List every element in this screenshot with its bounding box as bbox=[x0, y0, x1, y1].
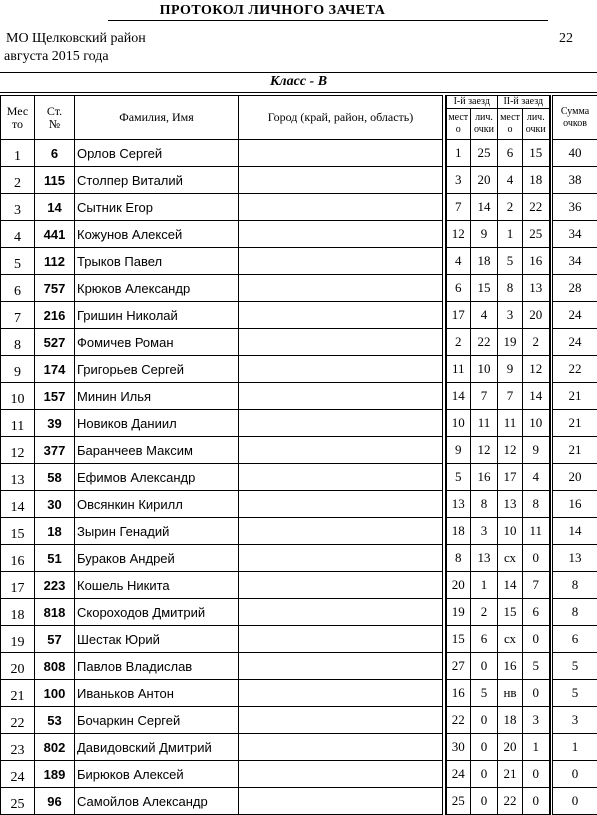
row-heat1-place-cell: 15 bbox=[446, 626, 471, 653]
row-name-cell: Давидовский Дмитрий bbox=[75, 734, 239, 761]
row-number-cell: 112 bbox=[35, 248, 75, 275]
row-place-cell: 7 bbox=[1, 302, 35, 329]
row-city-cell bbox=[239, 221, 443, 248]
heat2-place-header bbox=[498, 109, 523, 140]
row-sum-cell: 20 bbox=[553, 464, 597, 491]
table-row bbox=[1, 653, 597, 680]
row-number-cell: 115 bbox=[35, 167, 75, 194]
row-heat2-points-cell: 7 bbox=[523, 572, 550, 599]
table-row bbox=[1, 329, 597, 356]
row-place-cell: 10 bbox=[1, 383, 35, 410]
event-month-year: августа 2015 года bbox=[4, 49, 109, 65]
row-city-cell bbox=[239, 248, 443, 275]
row-heat2-points-cell: 5 bbox=[523, 653, 550, 680]
row-place-cell: 25 bbox=[1, 788, 35, 815]
row-heat1-points-cell: 7 bbox=[471, 383, 498, 410]
row-sum-cell: 28 bbox=[553, 275, 597, 302]
row-number-cell: 96 bbox=[35, 788, 75, 815]
row-heat1-points-cell: 9 bbox=[471, 221, 498, 248]
row-city-cell bbox=[239, 572, 443, 599]
row-sum-cell: 8 bbox=[553, 572, 597, 599]
row-heat2-points-cell: 0 bbox=[523, 761, 550, 788]
row-heat2-points-cell: 22 bbox=[523, 194, 550, 221]
row-heat1-points-cell: 1 bbox=[471, 572, 498, 599]
row-number-cell: 223 bbox=[35, 572, 75, 599]
row-heat2-place-cell: 18 bbox=[498, 707, 523, 734]
heat2-place-bottom: о bbox=[498, 124, 522, 136]
row-heat2-points-cell: 20 bbox=[523, 302, 550, 329]
row-place-cell: 21 bbox=[1, 680, 35, 707]
row-city-cell bbox=[239, 626, 443, 653]
row-heat2-points-cell: 12 bbox=[523, 356, 550, 383]
row-name-cell: Самойлов Александр bbox=[75, 788, 239, 815]
row-sum-cell: 36 bbox=[553, 194, 597, 221]
row-number-cell: 527 bbox=[35, 329, 75, 356]
row-heat2-place-cell: 13 bbox=[498, 491, 523, 518]
row-heat1-points-cell: 25 bbox=[471, 140, 498, 167]
row-heat1-place-cell: 25 bbox=[446, 788, 471, 815]
row-sum-cell: 21 bbox=[553, 437, 597, 464]
row-heat2-place-cell: 5 bbox=[498, 248, 523, 275]
table-row bbox=[1, 707, 597, 734]
row-heat2-place-cell: 2 bbox=[498, 194, 523, 221]
heat1-place-header bbox=[446, 109, 471, 140]
heat2-points-header bbox=[523, 109, 550, 140]
row-heat1-place-cell: 6 bbox=[446, 275, 471, 302]
col-number-bottom: № bbox=[35, 118, 74, 131]
row-heat2-place-cell: 3 bbox=[498, 302, 523, 329]
row-city-cell bbox=[239, 680, 443, 707]
table-row bbox=[1, 545, 597, 572]
row-name-cell: Новиков Даниил bbox=[75, 410, 239, 437]
row-heat2-place-cell: 16 bbox=[498, 653, 523, 680]
document-title: ПРОТОКОЛ ЛИЧНОГО ЗАЧЕТА bbox=[0, 3, 545, 19]
row-name-cell: Зырин Генадий bbox=[75, 518, 239, 545]
row-heat1-points-cell: 0 bbox=[471, 761, 498, 788]
row-number-cell: 802 bbox=[35, 734, 75, 761]
row-heat2-place-cell: 17 bbox=[498, 464, 523, 491]
row-heat1-place-cell: 16 bbox=[446, 680, 471, 707]
row-city-cell bbox=[239, 140, 443, 167]
row-sum-cell: 5 bbox=[553, 653, 597, 680]
row-heat2-points-cell: 1 bbox=[523, 734, 550, 761]
row-heat2-place-cell: 21 bbox=[498, 761, 523, 788]
row-heat2-points-cell: 14 bbox=[523, 383, 550, 410]
row-name-cell: Бочаркин Сергей bbox=[75, 707, 239, 734]
row-name-cell: Бирюков Алексей bbox=[75, 761, 239, 788]
row-number-cell: 39 bbox=[35, 410, 75, 437]
row-heat1-points-cell: 10 bbox=[471, 356, 498, 383]
row-heat2-points-cell: 18 bbox=[523, 167, 550, 194]
row-heat1-place-cell: 4 bbox=[446, 248, 471, 275]
row-name-cell: Сытник Егор bbox=[75, 194, 239, 221]
row-city-cell bbox=[239, 194, 443, 221]
col-place-bottom: то bbox=[1, 118, 34, 131]
row-name-cell: Гришин Николай bbox=[75, 302, 239, 329]
row-heat1-place-cell: 8 bbox=[446, 545, 471, 572]
row-sum-cell: 3 bbox=[553, 707, 597, 734]
row-heat2-points-cell: 8 bbox=[523, 491, 550, 518]
col-city-header: Город (край, район, область) bbox=[239, 96, 443, 140]
heat1-points-header bbox=[471, 109, 498, 140]
row-heat1-points-cell: 11 bbox=[471, 410, 498, 437]
heat2-header: II-й заезд bbox=[498, 96, 550, 109]
row-heat1-place-cell: 18 bbox=[446, 518, 471, 545]
row-heat2-place-cell: 12 bbox=[498, 437, 523, 464]
row-sum-cell: 38 bbox=[553, 167, 597, 194]
row-heat2-points-cell: 15 bbox=[523, 140, 550, 167]
row-place-cell: 4 bbox=[1, 221, 35, 248]
col-sum-header bbox=[553, 96, 597, 140]
heat2-place-top: мест bbox=[498, 112, 522, 124]
row-city-cell bbox=[239, 437, 443, 464]
row-name-cell: Баранчеев Максим bbox=[75, 437, 239, 464]
row-sum-cell: 6 bbox=[553, 626, 597, 653]
event-day: 22 bbox=[559, 31, 573, 47]
row-number-cell: 6 bbox=[35, 140, 75, 167]
row-heat2-points-cell: 0 bbox=[523, 545, 550, 572]
table-row bbox=[1, 437, 597, 464]
row-heat2-points-cell: 16 bbox=[523, 248, 550, 275]
row-number-cell: 818 bbox=[35, 599, 75, 626]
table-row bbox=[1, 248, 597, 275]
row-name-cell: Трыков Павел bbox=[75, 248, 239, 275]
row-sum-cell: 5 bbox=[553, 680, 597, 707]
row-heat1-points-cell: 0 bbox=[471, 734, 498, 761]
row-heat2-points-cell: 0 bbox=[523, 788, 550, 815]
row-heat1-place-cell: 20 bbox=[446, 572, 471, 599]
row-city-cell bbox=[239, 545, 443, 572]
row-city-cell bbox=[239, 275, 443, 302]
row-number-cell: 30 bbox=[35, 491, 75, 518]
row-place-cell: 16 bbox=[1, 545, 35, 572]
heat2-points-top: лич. bbox=[523, 112, 549, 124]
row-heat2-place-cell: 7 bbox=[498, 383, 523, 410]
row-heat1-points-cell: 18 bbox=[471, 248, 498, 275]
row-name-cell: Шестак Юрий bbox=[75, 626, 239, 653]
row-heat1-points-cell: 16 bbox=[471, 464, 498, 491]
row-heat1-place-cell: 2 bbox=[446, 329, 471, 356]
table-row bbox=[1, 572, 597, 599]
row-number-cell: 377 bbox=[35, 437, 75, 464]
row-place-cell: 24 bbox=[1, 761, 35, 788]
row-heat2-points-cell: 11 bbox=[523, 518, 550, 545]
row-sum-cell: 0 bbox=[553, 788, 597, 815]
row-name-cell: Павлов Владислав bbox=[75, 653, 239, 680]
table-row bbox=[1, 221, 597, 248]
row-city-cell bbox=[239, 653, 443, 680]
row-place-cell: 14 bbox=[1, 491, 35, 518]
row-name-cell: Иваньков Антон bbox=[75, 680, 239, 707]
row-name-cell: Кошель Никита bbox=[75, 572, 239, 599]
row-city-cell bbox=[239, 734, 443, 761]
row-heat2-place-cell: 20 bbox=[498, 734, 523, 761]
row-heat2-place-cell: нв bbox=[498, 680, 523, 707]
class-label: Класс - В bbox=[0, 74, 597, 90]
row-city-cell bbox=[239, 491, 443, 518]
table-row bbox=[1, 734, 597, 761]
results-table bbox=[0, 95, 597, 815]
row-heat2-points-cell: 0 bbox=[523, 626, 550, 653]
row-heat2-points-cell: 6 bbox=[523, 599, 550, 626]
row-name-cell: Фомичев Роман bbox=[75, 329, 239, 356]
heat1-header: I-й заезд bbox=[446, 96, 498, 109]
row-heat2-place-cell: 14 bbox=[498, 572, 523, 599]
row-number-cell: 808 bbox=[35, 653, 75, 680]
row-heat1-place-cell: 19 bbox=[446, 599, 471, 626]
row-number-cell: 189 bbox=[35, 761, 75, 788]
row-name-cell: Кожунов Алексей bbox=[75, 221, 239, 248]
row-heat2-place-cell: 15 bbox=[498, 599, 523, 626]
row-place-cell: 9 bbox=[1, 356, 35, 383]
row-heat1-place-cell: 3 bbox=[446, 167, 471, 194]
row-name-cell: Ефимов Александр bbox=[75, 464, 239, 491]
row-heat1-place-cell: 1 bbox=[446, 140, 471, 167]
heat1-points-bottom: очки bbox=[471, 124, 497, 136]
row-heat1-points-cell: 0 bbox=[471, 707, 498, 734]
row-heat1-points-cell: 12 bbox=[471, 437, 498, 464]
row-heat1-place-cell: 14 bbox=[446, 383, 471, 410]
row-heat1-place-cell: 9 bbox=[446, 437, 471, 464]
col-sum-bottom: очков bbox=[553, 118, 597, 130]
row-heat1-points-cell: 0 bbox=[471, 788, 498, 815]
row-sum-cell: 22 bbox=[553, 356, 597, 383]
row-sum-cell: 14 bbox=[553, 518, 597, 545]
row-place-cell: 6 bbox=[1, 275, 35, 302]
row-sum-cell: 21 bbox=[553, 383, 597, 410]
row-number-cell: 58 bbox=[35, 464, 75, 491]
row-heat2-place-cell: 1 bbox=[498, 221, 523, 248]
heat1-place-bottom: о bbox=[447, 124, 471, 136]
table-row bbox=[1, 599, 597, 626]
row-heat2-place-cell: 6 bbox=[498, 140, 523, 167]
row-number-cell: 51 bbox=[35, 545, 75, 572]
table-row bbox=[1, 356, 597, 383]
row-heat2-points-cell: 25 bbox=[523, 221, 550, 248]
row-name-cell: Бураков Андрей bbox=[75, 545, 239, 572]
row-heat1-points-cell: 13 bbox=[471, 545, 498, 572]
table-row bbox=[1, 410, 597, 437]
row-place-cell: 1 bbox=[1, 140, 35, 167]
row-number-cell: 14 bbox=[35, 194, 75, 221]
row-name-cell: Крюков Александр bbox=[75, 275, 239, 302]
table-row bbox=[1, 194, 597, 221]
row-city-cell bbox=[239, 329, 443, 356]
row-sum-cell: 0 bbox=[553, 761, 597, 788]
row-number-cell: 441 bbox=[35, 221, 75, 248]
row-place-cell: 19 bbox=[1, 626, 35, 653]
table-row bbox=[1, 680, 597, 707]
heat1-place-top: мест bbox=[447, 112, 471, 124]
table-row bbox=[1, 464, 597, 491]
row-heat2-place-cell: 4 bbox=[498, 167, 523, 194]
table-row bbox=[1, 140, 597, 167]
row-name-cell: Столпер Виталий bbox=[75, 167, 239, 194]
row-heat2-place-cell: 10 bbox=[498, 518, 523, 545]
row-heat1-place-cell: 10 bbox=[446, 410, 471, 437]
row-heat2-place-cell: 8 bbox=[498, 275, 523, 302]
row-city-cell bbox=[239, 410, 443, 437]
row-place-cell: 22 bbox=[1, 707, 35, 734]
row-heat2-points-cell: 2 bbox=[523, 329, 550, 356]
row-sum-cell: 34 bbox=[553, 248, 597, 275]
col-place-top: Мес bbox=[1, 105, 34, 118]
row-sum-cell: 16 bbox=[553, 491, 597, 518]
row-place-cell: 12 bbox=[1, 437, 35, 464]
row-sum-cell: 21 bbox=[553, 410, 597, 437]
row-heat1-points-cell: 5 bbox=[471, 680, 498, 707]
row-heat1-points-cell: 15 bbox=[471, 275, 498, 302]
row-heat2-place-cell: 11 bbox=[498, 410, 523, 437]
row-heat1-place-cell: 30 bbox=[446, 734, 471, 761]
row-place-cell: 15 bbox=[1, 518, 35, 545]
row-heat1-place-cell: 17 bbox=[446, 302, 471, 329]
row-sum-cell: 1 bbox=[553, 734, 597, 761]
title-underline bbox=[108, 20, 548, 21]
col-name-header: Фамилия, Имя bbox=[75, 96, 239, 140]
row-heat1-points-cell: 2 bbox=[471, 599, 498, 626]
row-heat2-points-cell: 13 bbox=[523, 275, 550, 302]
row-number-cell: 216 bbox=[35, 302, 75, 329]
row-city-cell bbox=[239, 707, 443, 734]
row-name-cell: Скороходов Дмитрий bbox=[75, 599, 239, 626]
row-heat1-points-cell: 6 bbox=[471, 626, 498, 653]
row-heat1-place-cell: 22 bbox=[446, 707, 471, 734]
results-body bbox=[1, 140, 597, 815]
row-number-cell: 757 bbox=[35, 275, 75, 302]
row-sum-cell: 13 bbox=[553, 545, 597, 572]
table-row bbox=[1, 518, 597, 545]
row-heat2-place-cell: 22 bbox=[498, 788, 523, 815]
row-place-cell: 17 bbox=[1, 572, 35, 599]
row-place-cell: 5 bbox=[1, 248, 35, 275]
row-heat1-points-cell: 20 bbox=[471, 167, 498, 194]
row-heat1-place-cell: 12 bbox=[446, 221, 471, 248]
row-heat1-points-cell: 14 bbox=[471, 194, 498, 221]
table-row bbox=[1, 626, 597, 653]
col-sum-top: Сумма bbox=[553, 106, 597, 118]
row-city-cell bbox=[239, 599, 443, 626]
row-city-cell bbox=[239, 761, 443, 788]
row-city-cell bbox=[239, 383, 443, 410]
col-place-header bbox=[1, 96, 35, 140]
row-heat2-place-cell: 9 bbox=[498, 356, 523, 383]
row-heat1-points-cell: 0 bbox=[471, 653, 498, 680]
col-number-top: Ст. bbox=[35, 105, 74, 118]
table-row bbox=[1, 302, 597, 329]
row-city-cell bbox=[239, 356, 443, 383]
row-heat2-points-cell: 0 bbox=[523, 680, 550, 707]
row-place-cell: 13 bbox=[1, 464, 35, 491]
heat1-points-top: лич. bbox=[471, 112, 497, 124]
table-row bbox=[1, 761, 597, 788]
row-name-cell: Григорьев Сергей bbox=[75, 356, 239, 383]
row-name-cell: Орлов Сергей bbox=[75, 140, 239, 167]
row-heat2-place-cell: сх bbox=[498, 626, 523, 653]
row-number-cell: 53 bbox=[35, 707, 75, 734]
row-heat1-points-cell: 8 bbox=[471, 491, 498, 518]
row-city-cell bbox=[239, 464, 443, 491]
row-heat1-points-cell: 4 bbox=[471, 302, 498, 329]
row-number-cell: 174 bbox=[35, 356, 75, 383]
organization-label: МО Щелковский район bbox=[6, 31, 146, 47]
row-city-cell bbox=[239, 167, 443, 194]
row-heat1-place-cell: 27 bbox=[446, 653, 471, 680]
table-row bbox=[1, 491, 597, 518]
row-heat2-points-cell: 10 bbox=[523, 410, 550, 437]
heat2-points-bottom: очки bbox=[523, 124, 549, 136]
row-number-cell: 100 bbox=[35, 680, 75, 707]
row-place-cell: 11 bbox=[1, 410, 35, 437]
row-heat2-points-cell: 9 bbox=[523, 437, 550, 464]
row-heat1-place-cell: 5 bbox=[446, 464, 471, 491]
row-name-cell: Овсянкин Кирилл bbox=[75, 491, 239, 518]
row-sum-cell: 24 bbox=[553, 329, 597, 356]
row-sum-cell: 24 bbox=[553, 302, 597, 329]
row-heat1-place-cell: 24 bbox=[446, 761, 471, 788]
row-number-cell: 157 bbox=[35, 383, 75, 410]
row-place-cell: 23 bbox=[1, 734, 35, 761]
row-heat1-place-cell: 13 bbox=[446, 491, 471, 518]
row-sum-cell: 40 bbox=[553, 140, 597, 167]
row-place-cell: 18 bbox=[1, 599, 35, 626]
row-city-cell bbox=[239, 302, 443, 329]
row-place-cell: 20 bbox=[1, 653, 35, 680]
row-heat1-points-cell: 22 bbox=[471, 329, 498, 356]
row-heat1-place-cell: 11 bbox=[446, 356, 471, 383]
row-place-cell: 3 bbox=[1, 194, 35, 221]
row-name-cell: Минин Илья bbox=[75, 383, 239, 410]
table-row bbox=[1, 383, 597, 410]
row-place-cell: 2 bbox=[1, 167, 35, 194]
col-number-header bbox=[35, 96, 75, 140]
row-sum-cell: 8 bbox=[553, 599, 597, 626]
table-row bbox=[1, 167, 597, 194]
row-number-cell: 57 bbox=[35, 626, 75, 653]
row-place-cell: 8 bbox=[1, 329, 35, 356]
row-heat1-place-cell: 7 bbox=[446, 194, 471, 221]
row-number-cell: 18 bbox=[35, 518, 75, 545]
row-heat2-place-cell: сх bbox=[498, 545, 523, 572]
row-heat2-points-cell: 4 bbox=[523, 464, 550, 491]
row-city-cell bbox=[239, 518, 443, 545]
row-sum-cell: 34 bbox=[553, 221, 597, 248]
row-heat1-points-cell: 3 bbox=[471, 518, 498, 545]
row-heat2-points-cell: 3 bbox=[523, 707, 550, 734]
row-heat2-place-cell: 19 bbox=[498, 329, 523, 356]
table-row bbox=[1, 275, 597, 302]
